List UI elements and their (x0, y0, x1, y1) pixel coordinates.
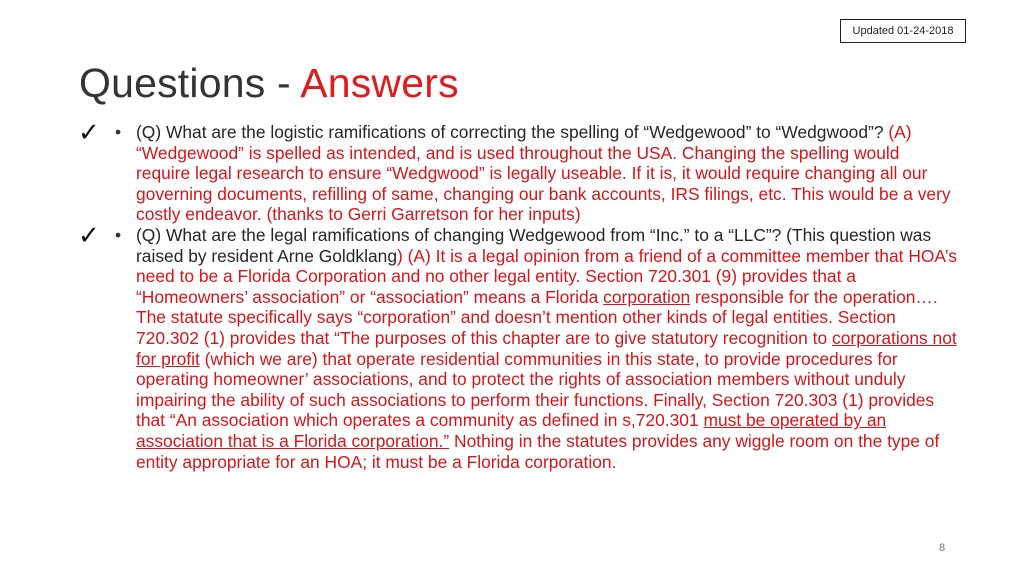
qa-item-1 (78, 118, 958, 225)
page-title (79, 60, 459, 107)
underlined-term-corporation: corporation (603, 286, 691, 307)
check-mark-icon: ✓ (78, 118, 100, 148)
updated-date-text: Updated 01-24-2018 (852, 25, 954, 37)
answer-text-part-3: (which we are) that operate residential communities in this state, to provide procedures for operating homeowner’ associations, and to protect the rights of association members without unduly impairing the ability of such associations to perform their functions. Finally, Section 720.303 (1) provides that “An association which operates a community as defined in s,720.301 (136, 348, 935, 431)
question-text: (Q) What are the legal ramifications of changing Wedgewood from “Inc.” to a “LLC”? (This question was raised by resident Arne Goldklang (136, 224, 932, 266)
title-main: Questions - (79, 60, 301, 106)
question-text: (Q) What are the logistic ramifications of correcting the spelling of “Wedgewood” to “Wedgwood”? (136, 122, 889, 142)
answer-text: (A) “Wedgewood” is spelled as intended, and is used throughout the USA. Changing the spelling would require legal research to ensure “Wedgwood” is legally useable. If it is, it would require changing all our governing documents, refilling of same, changing our bank accounts, IRS filings, etc. This would be a very costly endeavor. (thanks to Gerri Garretson for her inputs) (136, 122, 951, 225)
answer-text-part-4: Nothing in the statutes provides any wiggle room on the type of entity appropriate for an HOA; it must be a Florida corporation. (136, 430, 940, 472)
title-accent: Answers (300, 60, 459, 106)
updated-date-box (840, 19, 966, 43)
bullet-icon: • (115, 224, 122, 245)
underlined-quote-florida-corporation: must be operated by an association that is a Florida corporation.” (136, 410, 887, 451)
bullet-icon: • (115, 122, 122, 142)
underlined-term-not-for-profit: corporations not for profit (136, 327, 957, 369)
answer-text-part-1: ) (A) It is a legal opinion from a friend of a committee member that HOA’s need to be a Florida Corporation and no other legal entity. Section 720.301 (9) provides that a “Homeowners’ association” or “association” means a Florida (136, 245, 957, 307)
qa-item-2 (78, 220, 958, 472)
qa-list (78, 118, 958, 472)
page-number: 8 (938, 542, 946, 554)
answer-text-part-2: responsible for the operation…. The statute specifically says “corporation” and doesn’t mention other kinds of legal entities. Section 720.302 (1) provides that “The purposes of this chapter are to give statutory recognition to (136, 286, 938, 348)
check-mark-icon: ✓ (78, 220, 100, 251)
